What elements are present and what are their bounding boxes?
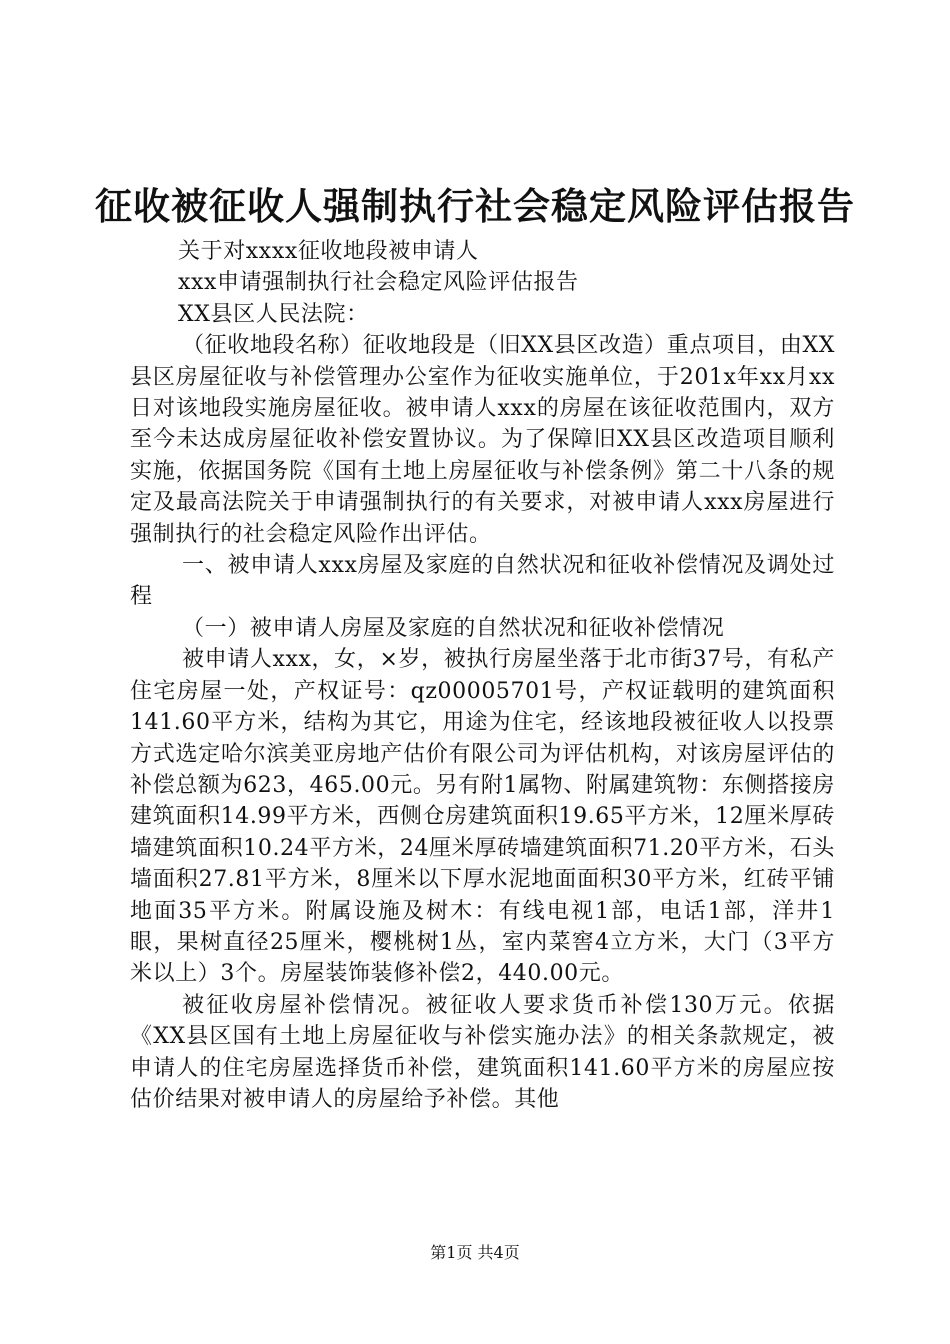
document-title: 征收被征收人强制执行社会稳定风险评估报告 bbox=[95, 185, 855, 228]
section-heading: 一、被申请人xxx房屋及家庭的自然状况和征收补偿情况及调处过程 bbox=[130, 553, 835, 610]
subsection-heading: （一）被申请人房屋及家庭的自然状况和征收补偿情况 bbox=[182, 615, 725, 641]
header-line: 关于对xxxx征收地段被申请人 bbox=[178, 239, 479, 264]
document-body bbox=[130, 236, 835, 1115]
paragraph: （征收地段名称）征收地段是（旧XX县区改造）重点项目，由XX县区房屋征收与补偿管理办公室作为征收实施单位，于201x年xx月xx日对该地段实施房屋征收。被申请人xxx的房屋在该征收范围内，双方至今未达成房屋征收补偿安置协议。为了保障旧XX县区改造项目顺利实施，依据国务院《国有土地上房屋征收与补偿条例》第二十八条的规定及最高法院关于申请强制执行的有关要求，对被申请人xxx房屋进行强制执行的社会稳定风险作出评估。 bbox=[130, 333, 835, 547]
header-line: xxx申请强制执行社会稳定风险评估报告 bbox=[178, 270, 579, 296]
paragraph: 被申请人xxx，女，×岁，被执行房屋坐落于北市街37号，有私产住宅房屋一处，产权证号：qz00005701号，产权证载明的建筑面积141.60平方米，结构为其它，用途为住宅，经该地段被征收人以投票方式选定哈尔滨美亚房地产估价有限公司为评估机构，对该房屋评估的补偿总额为623，465.00元。另有附1属物、附属建筑物：东侧搭接房建筑面积14.99平方米，西侧仓房建筑面积19.65平方米，12厘米厚砖墙建筑面积10.24平方米，24厘米厚砖墙建筑面积71.20平方米，石头墙面积27.81平方米，8厘米以下厚水泥地面面积30平方米，红砖平铺地面35平方米。附属设施及树木：有线电视1部，电话1部，洋井1眼，果树直径25厘米，樱桃树1丛，室内菜窖4立方米，大门（3平方米以上）3个。房屋装饰装修补偿2，440.00元。 bbox=[130, 647, 835, 987]
paragraph: 被征收房屋补偿情况。被征收人要求货币补偿130万元。依据《XX县区国有土地上房屋征收与补偿实施办法》的相关条款规定，被申请人的住宅房屋选择货币补偿，建筑面积141.60平方米的房屋应按估价结果对被申请人的房屋给予补偿。其他 bbox=[130, 992, 835, 1112]
page-footer: 第1页 共4页 bbox=[430, 1243, 520, 1262]
addressee: XX县区人民法院： bbox=[178, 301, 369, 327]
